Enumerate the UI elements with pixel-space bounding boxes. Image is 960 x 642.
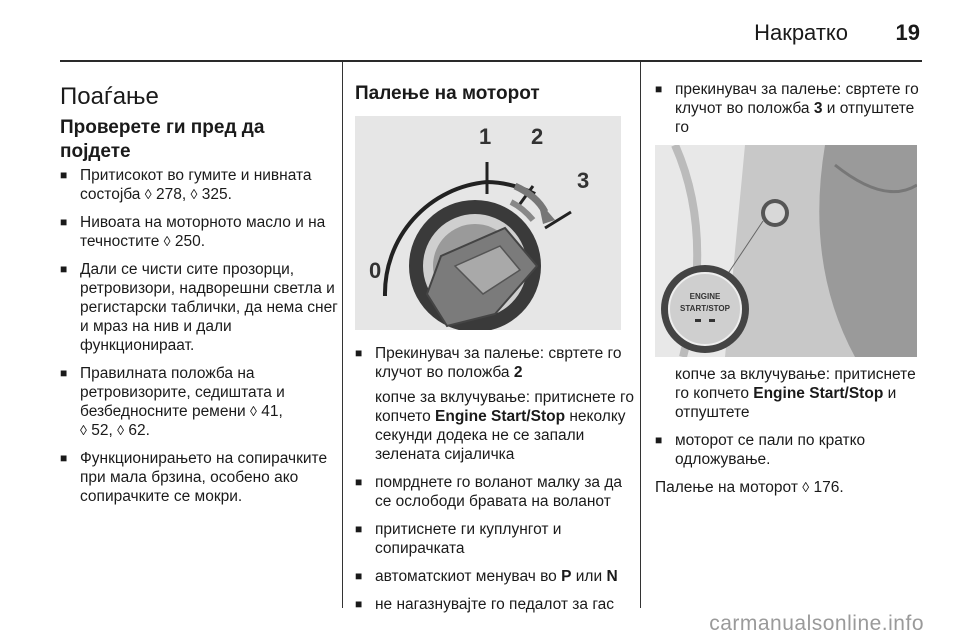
section-subheading: Проверете ги пред да појдете — [60, 117, 265, 162]
list-item: ■ помрднете го воланот малку за да се ослободи бравата на воланот — [355, 473, 635, 511]
sub-paragraph: копче за вклучување: притиснете го копчето Engine Start/Stop и отпуштете — [675, 366, 916, 421]
checklist — [60, 166, 340, 506]
page-ref[interactable]: 325. — [201, 186, 232, 203]
header-title: Накратко — [754, 20, 848, 45]
page-ref[interactable]: 52, — [91, 422, 118, 439]
indicator-dash — [695, 319, 701, 322]
list-item: ■ Нивоата на моторното масло и на течностите ◊ 250. — [60, 213, 340, 251]
watermark: carmanualsonline.info — [709, 612, 924, 635]
section-heading: Поаѓање — [60, 83, 159, 110]
position-label: 1 — [479, 124, 492, 149]
ref-arrow-icon: ◊ — [802, 479, 810, 495]
list-item: ■ Функционирањето на сопирачките при мала брзина, особено ако сопирачките се мокри. — [60, 449, 340, 506]
ref-arrow-icon: ◊ — [163, 233, 171, 249]
column-divider — [640, 62, 641, 608]
page-header — [60, 0, 922, 62]
list-item: ■ Притисокот во гумите и нивната состојба ◊ 278, ◊ 325. — [60, 166, 340, 204]
page-ref[interactable]: 278, — [155, 186, 191, 203]
page-ref[interactable]: 250. — [174, 233, 206, 250]
section-heading: Палење на моторот — [355, 83, 540, 104]
arrow-head — [538, 200, 555, 224]
list-item: ■ Прекинувач за палење: свртете го клучот во положба 2 — [355, 344, 635, 382]
ignition-switch-illustration — [355, 116, 621, 330]
list-item: ■ Дали се чисти сите прозорци, ретровизори, надворешни светла и регистарски таблички, да нема снег и мраз на нив и дали функционираат. — [60, 260, 340, 355]
list-item: ■ притиснете ги куплунгот и сопирачката — [355, 520, 635, 558]
start-steps-3b — [655, 431, 925, 469]
list-item: ■ автоматскиот менувач во P или N — [355, 567, 635, 586]
ignition-key-figure — [355, 116, 621, 330]
indicator-dash — [709, 319, 715, 322]
start-steps-3 — [655, 80, 925, 137]
page-ref[interactable]: 41, — [261, 403, 283, 420]
small-start-button — [765, 203, 785, 223]
column-3 — [655, 62, 925, 606]
dashboard-illustration — [655, 145, 917, 357]
start-stop-button-figure — [655, 145, 917, 357]
list-item: ■ прекинувач за палење: свртете го клучот во положба 3 и отпуштете го — [655, 80, 925, 137]
position-label: 2 — [531, 124, 544, 149]
start-steps-cont — [355, 473, 635, 614]
ref-arrow-icon: ◊ — [80, 422, 87, 438]
page-number: 19 — [895, 20, 920, 45]
column-2 — [355, 62, 635, 613]
cross-reference: Палење на моторот ◊ 176. — [655, 479, 844, 496]
page-ref[interactable]: 62. — [128, 422, 150, 439]
column-1 — [60, 62, 340, 606]
list-item: ■ не нагазнувајте го педалот за гас — [355, 595, 635, 614]
sub-paragraph: копче за вклучување: притиснете го копчето Engine Start/Stop неколку секунди додека не се запали зелената сијаличка — [375, 389, 634, 463]
ref-arrow-icon: ◊ — [190, 186, 198, 202]
button-text-engine: ENGINE — [689, 292, 721, 301]
position-label: 0 — [369, 258, 382, 283]
ref-arrow-icon: ◊ — [250, 403, 257, 419]
column-divider — [342, 62, 343, 608]
list-item: ■ Правилната положба на ретровизорите, седиштата и безбедносните ремени ◊ 41, ◊ 52, ◊ 62. — [60, 364, 340, 440]
list-item: ■ моторот се пали по кратко одложување. — [655, 431, 925, 469]
position-label: 3 — [577, 168, 590, 193]
button-text-startstop: START/STOP — [680, 304, 730, 313]
ref-arrow-icon: ◊ — [117, 422, 125, 438]
page-ref[interactable]: 176. — [813, 479, 844, 496]
start-steps — [355, 344, 635, 382]
ref-arrow-icon: ◊ — [144, 186, 152, 202]
